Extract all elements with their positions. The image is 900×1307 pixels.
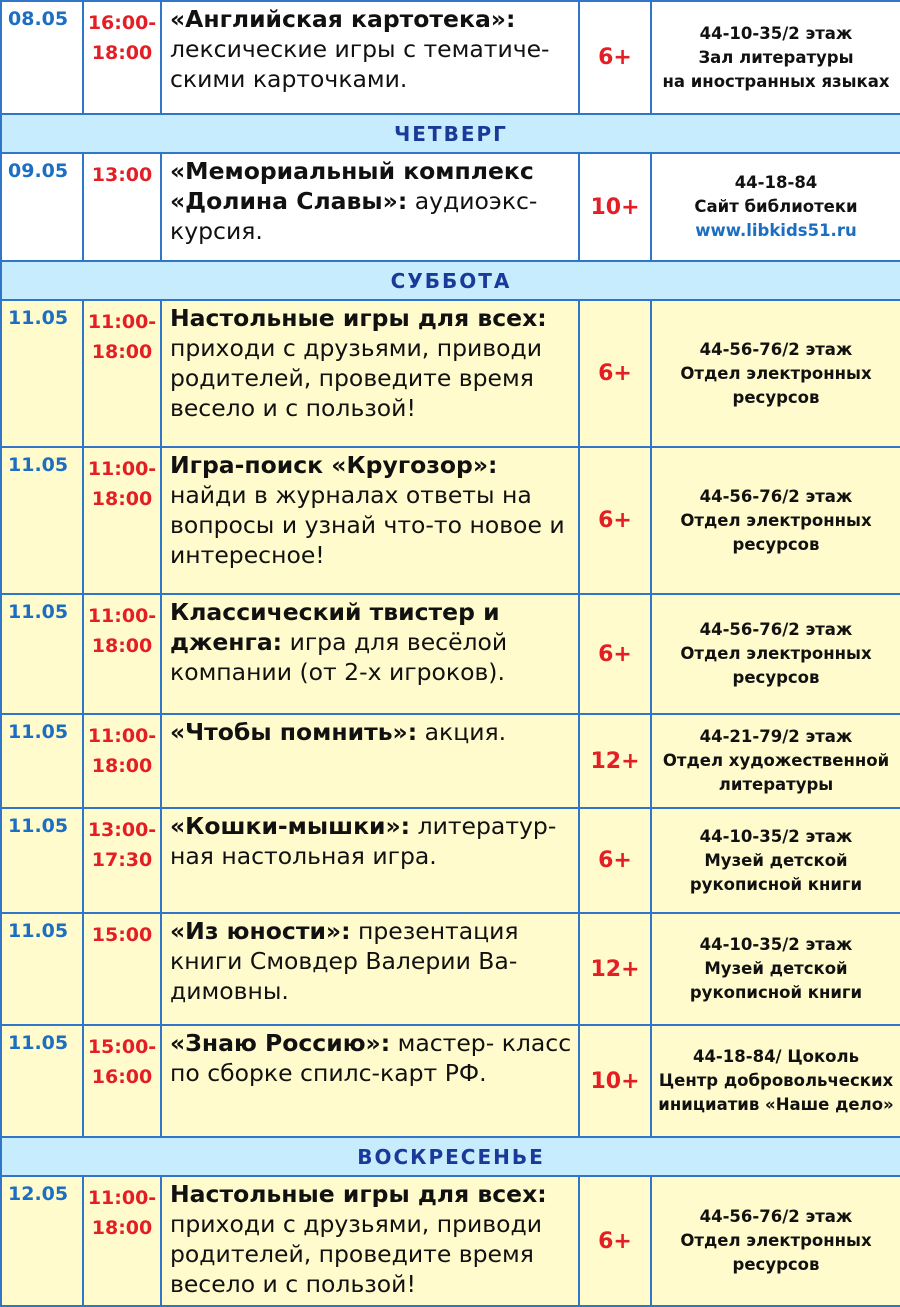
event-row: [1, 153, 900, 261]
event-title: «Знаю Россию»:: [170, 1029, 391, 1057]
age-rating: 10+: [579, 1025, 651, 1137]
event-text: игра для весёлой: [289, 628, 508, 656]
location-line: Центр добровольческих: [658, 1071, 894, 1090]
day-header-row: [1, 114, 900, 153]
event-title: «Чтобы помнить»:: [170, 718, 418, 746]
event-text: мастер-: [397, 1029, 495, 1057]
day-header-label: ВОСКРЕСЕНЬЕ: [1, 1137, 900, 1176]
event-text: димовны.: [170, 977, 289, 1005]
event-text: класс по сборке спилс-карт: [170, 1029, 572, 1087]
location-line: рукописной книги: [689, 983, 863, 1002]
event-time: [83, 594, 161, 714]
event-time: [83, 913, 161, 1025]
location-line: литературы: [718, 775, 834, 794]
age-rating: 12+: [579, 714, 651, 808]
event-time-line: 11:00-: [87, 725, 157, 747]
event-description: [161, 714, 579, 808]
event-text: книги Смовдер Валерии Ва-: [170, 947, 518, 975]
event-text: ная настольная игра.: [170, 842, 437, 870]
event-date: 11.05: [1, 808, 83, 913]
event-time: [83, 1, 161, 114]
location-line: Зал литературы: [698, 47, 854, 67]
location-line: 44-56-76/2 этаж: [699, 1207, 853, 1226]
age-rating: 10+: [579, 153, 651, 261]
website-link[interactable]: www.libkids51.ru: [695, 221, 857, 240]
event-location: [651, 1176, 900, 1306]
event-location: [651, 300, 900, 447]
day-header-row: [1, 261, 900, 300]
event-text: РФ.: [444, 1059, 487, 1087]
event-description: [161, 300, 579, 447]
event-row: [1, 808, 900, 913]
event-time-line: 15:00-: [87, 1036, 157, 1058]
location-line: 44-56-76/2 этаж: [699, 486, 853, 506]
event-time: [83, 808, 161, 913]
event-row: [1, 447, 900, 594]
event-time-line: 18:00: [91, 488, 153, 510]
location-line: Отдел электронных: [680, 363, 872, 383]
age-rating: 6+: [579, 447, 651, 594]
location-line: Отдел электронных: [680, 1231, 872, 1250]
event-text: акция.: [424, 718, 507, 746]
event-row: [1, 1, 900, 114]
event-location: [651, 594, 900, 714]
event-date: 11.05: [1, 300, 83, 447]
event-description: [161, 1025, 579, 1137]
age-rating: 6+: [579, 1, 651, 114]
day-header-row: [1, 1137, 900, 1176]
location-line: Музей детской: [704, 850, 848, 870]
event-location: [651, 808, 900, 913]
event-text: презентация: [358, 917, 519, 945]
event-date: 11.05: [1, 594, 83, 714]
schedule-body: [1, 1, 900, 1306]
event-text: новое и интересное!: [170, 511, 565, 569]
event-time-line: 18:00: [91, 755, 153, 777]
event-description: [161, 594, 579, 714]
event-time: [83, 1176, 161, 1306]
event-row: [1, 714, 900, 808]
location-line: 44-10-35/2 этаж: [699, 935, 853, 954]
location-line: ресурсов: [732, 668, 820, 687]
event-description: [161, 1176, 579, 1306]
location-line: 44-18-84/ Цоколь: [692, 1047, 860, 1066]
event-time-line: 11:00-: [87, 1187, 157, 1209]
event-time-line: 17:30: [91, 849, 153, 871]
event-location: [651, 714, 900, 808]
event-title: Игра-поиск «Кругозор»:: [170, 451, 498, 479]
location-line: 44-10-35/2 этаж: [699, 826, 853, 846]
event-title: «Кошки-мышки»:: [170, 812, 411, 840]
event-text: весело и с пользой!: [170, 394, 416, 422]
location-line: Музей детской: [704, 959, 848, 978]
event-title: Настольные игры для всех:: [170, 304, 547, 332]
event-time-line: 13:00-: [87, 819, 157, 841]
event-description: [161, 1, 579, 114]
location-line: Сайт библиотеки: [694, 197, 858, 216]
event-text: весело и с пользой!: [170, 1270, 416, 1298]
event-time: [83, 153, 161, 261]
location-line: рукописной книги: [689, 874, 863, 894]
event-location: [651, 447, 900, 594]
event-date: 11.05: [1, 714, 83, 808]
event-description: [161, 153, 579, 261]
event-title: «Из юности»:: [170, 917, 351, 945]
event-time-line: 18:00: [91, 341, 153, 363]
event-time-line: 16:00-: [87, 12, 157, 34]
location-line: 44-56-76/2 этаж: [699, 620, 853, 639]
location-line: инициатив «Наше дело»: [658, 1095, 894, 1114]
event-text: литератур-: [417, 812, 557, 840]
event-text: приходи с друзьями, приводи: [170, 334, 543, 362]
age-rating: 12+: [579, 913, 651, 1025]
event-location: [651, 1025, 900, 1137]
event-text: приходи с друзьями, приводи: [170, 1210, 543, 1238]
event-time: [83, 300, 161, 447]
day-header-label: ЧЕТВЕРГ: [1, 114, 900, 153]
event-location: [651, 153, 900, 261]
event-date: 12.05: [1, 1176, 83, 1306]
event-date: 09.05: [1, 153, 83, 261]
location-line: 44-56-76/2 этаж: [699, 339, 853, 359]
event-time-line: 18:00: [91, 1217, 153, 1239]
event-time: [83, 447, 161, 594]
location-line: ресурсов: [732, 534, 820, 554]
event-time-line: 11:00-: [87, 605, 157, 627]
age-rating: 6+: [579, 594, 651, 714]
event-time-line: 18:00: [91, 42, 153, 64]
event-time-line: 11:00-: [87, 311, 157, 333]
event-text: курсия.: [170, 217, 263, 245]
location-line: на иностранных языках: [662, 71, 890, 91]
event-description: [161, 913, 579, 1025]
event-time-line: 15:00: [91, 924, 153, 946]
event-title: «Мемориальный комплекс «Долина Славы»:: [170, 157, 534, 215]
event-title: Настольные игры для всех:: [170, 1180, 547, 1208]
event-text: скими карточками.: [170, 65, 408, 93]
event-row: [1, 300, 900, 447]
event-text: лексические игры с тематиче-: [170, 35, 550, 63]
event-text: аудиоэкс-: [414, 187, 538, 215]
event-date: 11.05: [1, 1025, 83, 1137]
event-title: «Английская картотека»:: [170, 5, 516, 33]
location-line: Отдел электронных: [680, 510, 872, 530]
location-line: ресурсов: [732, 1255, 820, 1274]
location-line: 44-18-84: [734, 173, 818, 192]
event-row: [1, 913, 900, 1025]
event-time-line: 18:00: [91, 635, 153, 657]
event-date: 11.05: [1, 447, 83, 594]
location-line: 44-10-35/2 этаж: [699, 23, 853, 43]
location-line: Отдел художественной: [662, 751, 890, 770]
event-text: компании (от 2-х игроков).: [170, 658, 505, 686]
location-line: Отдел электронных: [680, 644, 872, 663]
event-time: [83, 714, 161, 808]
event-text: родителей, проведите время: [170, 364, 534, 392]
event-row: [1, 1176, 900, 1306]
age-rating: 6+: [579, 300, 651, 447]
event-row: [1, 594, 900, 714]
age-rating: 6+: [579, 808, 651, 913]
day-header-label: СУББОТА: [1, 261, 900, 300]
event-description: [161, 808, 579, 913]
event-time-line: 11:00-: [87, 458, 157, 480]
event-text: найди в журналах ответы: [170, 481, 495, 509]
location-line: ресурсов: [732, 387, 820, 407]
event-text: родителей, проведите время: [170, 1240, 534, 1268]
event-time: [83, 1025, 161, 1137]
location-line: 44-21-79/2 этаж: [699, 727, 853, 746]
event-date: 11.05: [1, 913, 83, 1025]
event-location: [651, 1, 900, 114]
event-location: [651, 913, 900, 1025]
event-text: на вопросы и узнай что-то: [170, 481, 532, 539]
event-date: 08.05: [1, 1, 83, 114]
event-title: Классический твистер и дженга:: [170, 598, 500, 656]
event-time-line: 13:00: [91, 164, 153, 186]
event-description: [161, 447, 579, 594]
event-time-line: 16:00: [91, 1066, 153, 1088]
age-rating: 6+: [579, 1176, 651, 1306]
event-row: [1, 1025, 900, 1137]
